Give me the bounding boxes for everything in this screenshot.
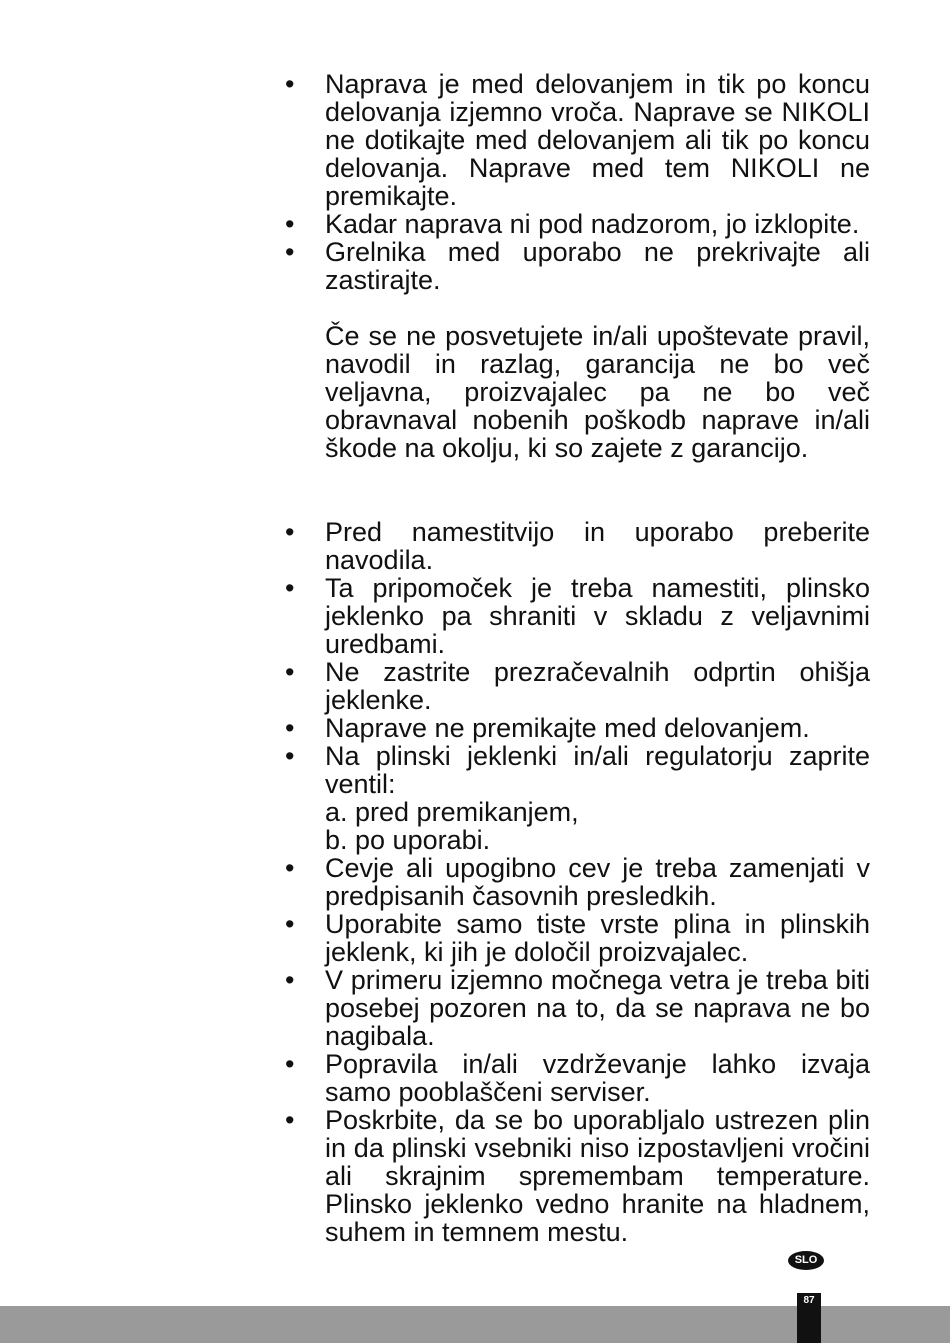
bullet-icon: • [285, 965, 295, 995]
list-item [285, 70, 870, 210]
bullet-icon: • [285, 517, 295, 547]
list-item [285, 210, 870, 238]
bullet-icon: • [285, 237, 295, 267]
bullet-icon: • [285, 741, 295, 771]
list-item-text: Cevje ali upogibno cev je treba zamenjati v predpisanih časovnih presledkih. [325, 853, 870, 911]
bullet-icon: • [285, 713, 295, 743]
list-item [285, 910, 870, 966]
list-item [285, 1050, 870, 1106]
list-item-text: Ta pripomoček je treba namestiti, plinsko jeklenko pa shraniti v skladu z veljavnimi uredbami. [325, 573, 870, 659]
page-number: 87 [797, 1293, 821, 1343]
list-item-text: Pred namestitvijo in uporabo preberite navodila. [325, 517, 870, 575]
bullet-icon: • [285, 1049, 295, 1079]
list-item [285, 966, 870, 1050]
list-item [285, 1106, 870, 1246]
bullet-icon: • [285, 657, 295, 687]
bullet-icon: • [285, 909, 295, 939]
list-item [285, 518, 870, 574]
list-item [285, 854, 870, 910]
list-item-text: Popravila in/ali vzdrževanje lahko izvaja samo pooblaščeni serviser. [325, 1049, 870, 1107]
bullet-icon: • [285, 853, 295, 883]
warranty-paragraph: Če se ne posvetujete in/ali upoštevate pravil, navodil in razlag, garancija ne bo več veljavna, proizvajalec pa ne bo več obravnaval nobenih poškodb naprave in/ali škode na okolju, ki so zajete z garancijo. [325, 321, 870, 463]
list-item [285, 238, 870, 294]
list-item-text: Na plinski jeklenki in/ali regulatorju zaprite ventil: [325, 741, 870, 799]
list-item [285, 658, 870, 714]
list-item [285, 742, 870, 854]
safety-list-1 [285, 70, 870, 294]
bullet-icon: • [285, 573, 295, 603]
list-item-text: Naprave ne premikajte med delovanjem. [325, 713, 810, 743]
sub-item-b: b. po uporabi. [325, 825, 491, 855]
bullet-icon: • [285, 69, 295, 99]
page-content [285, 70, 870, 1246]
bullet-icon: • [285, 1105, 295, 1135]
list-item [285, 714, 870, 742]
list-item-text: Poskrbite, da se bo uporabljalo ustrezen plin in da plinski vsebniki niso izpostavljeni vročini ali skrajnim spremembam temperature. Plinsko jeklenko vedno hranite na hladnem, suhem in temnem mestu. [325, 1105, 870, 1247]
list-item-text: Uporabite samo tiste vrste plina in plinskih jeklenk, ki jih je določil proizvajalec. [325, 909, 870, 967]
safety-list-2 [285, 518, 870, 1246]
list-item-text: Kadar naprava ni pod nadzorom, jo izklopite. [325, 209, 860, 239]
bullet-icon: • [285, 209, 295, 239]
language-badge: SLO [788, 1251, 824, 1270]
list-item-text: V primeru izjemno močnega vetra je treba biti posebej pozoren na to, da se naprava ne bo nagibala. [325, 965, 870, 1051]
list-item-text: Naprava je med delovanjem in tik po koncu delovanja izjemno vroča. Naprave se NIKOLI ne dotikajte med delovanjem ali tik po koncu delovanja. Naprave med tem NIKOLI ne premikajte. [325, 69, 870, 211]
list-item-text: Ne zastrite prezračevalnih odprtin ohišja jeklenke. [325, 657, 870, 715]
spacer [285, 490, 870, 518]
list-item-text: Grelnika med uporabo ne prekrivajte ali zastirajte. [325, 237, 870, 295]
sub-item-a: a. pred premikanjem, [325, 797, 579, 827]
list-item [285, 574, 870, 658]
